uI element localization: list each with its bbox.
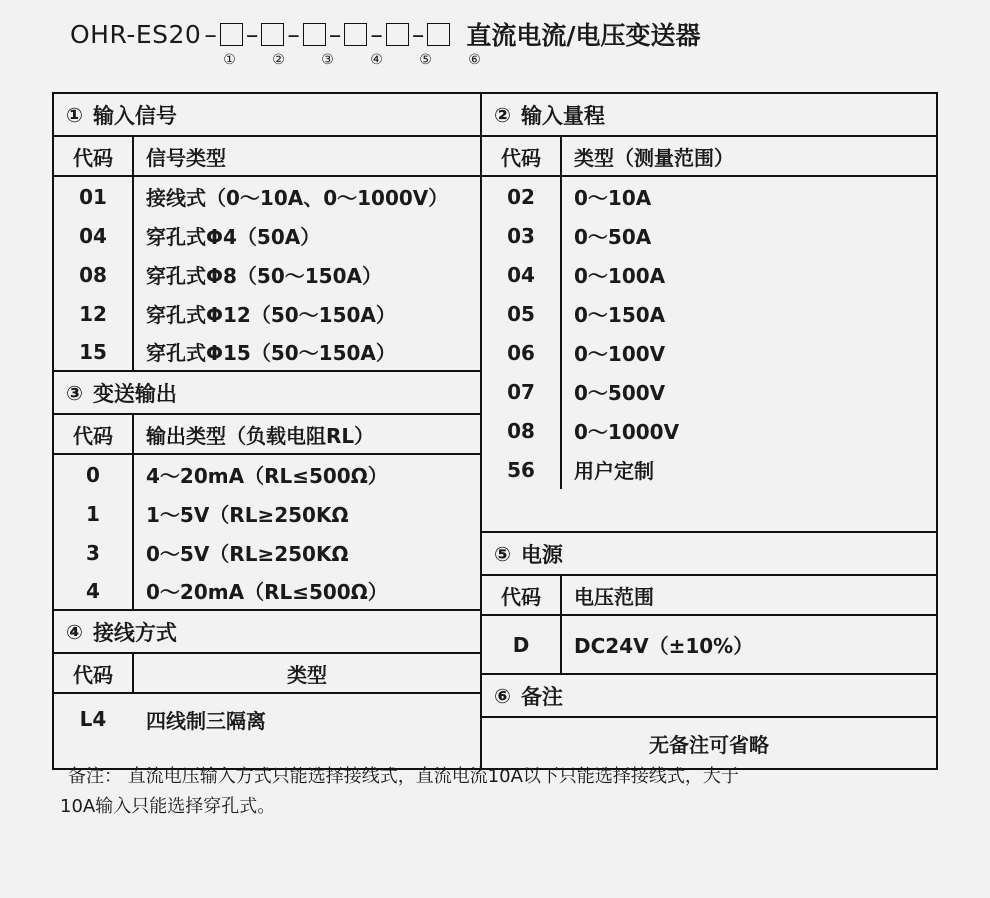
section-2-label: 输入量程 bbox=[520, 103, 605, 128]
slot-number-3: ③ bbox=[321, 52, 334, 68]
table-row[interactable] bbox=[482, 177, 936, 216]
section-3-label: 变送输出 bbox=[92, 381, 177, 406]
row-code: 4 bbox=[86, 578, 100, 603]
row-code: 1 bbox=[86, 501, 100, 526]
row-code: 08 bbox=[507, 418, 535, 443]
table-row[interactable] bbox=[54, 216, 480, 255]
row-code: 15 bbox=[79, 339, 107, 364]
section-6-title bbox=[482, 675, 936, 718]
dash-2: – bbox=[245, 19, 259, 49]
row-value: 0～500V bbox=[574, 381, 666, 405]
row-code: 03 bbox=[507, 223, 535, 248]
model-slot-group bbox=[201, 20, 450, 49]
row-code: 05 bbox=[507, 301, 535, 326]
dash-4: – bbox=[328, 19, 342, 49]
table-row[interactable] bbox=[54, 294, 480, 333]
section-3-code-header: 代码 bbox=[73, 423, 113, 448]
table-row[interactable] bbox=[54, 177, 480, 216]
model-slot-5[interactable] bbox=[386, 23, 409, 46]
model-prefix: OHR-ES20 bbox=[70, 19, 202, 49]
row-code: 07 bbox=[507, 379, 535, 404]
row-code: D bbox=[512, 632, 530, 657]
table-row[interactable] bbox=[482, 372, 936, 411]
row-value: 用户定制 bbox=[574, 459, 654, 483]
section-3-number: ③ bbox=[66, 380, 83, 405]
row-value: 穿孔式Φ8（50～150A） bbox=[146, 264, 382, 288]
dash-3: – bbox=[287, 19, 300, 49]
section-6-number: ⑥ bbox=[494, 683, 511, 708]
row-value: 1～5V（RL≥250KΩ bbox=[146, 503, 349, 527]
table-row[interactable] bbox=[482, 450, 936, 489]
section-2-header-row bbox=[482, 137, 936, 177]
section-6-label: 备注 bbox=[520, 684, 563, 709]
row-value: 穿孔式Φ15（50～150A） bbox=[146, 341, 396, 365]
row-value: 0～100V bbox=[574, 342, 666, 366]
footer-note bbox=[60, 762, 950, 822]
dash-1: – bbox=[204, 19, 217, 49]
slot-number-5: ⑤ bbox=[419, 52, 432, 68]
spec-table bbox=[52, 92, 938, 770]
section-1-title bbox=[54, 94, 480, 137]
section-2-number: ② bbox=[494, 102, 511, 127]
section-5-value-header: 电压范围 bbox=[574, 584, 654, 609]
slot-number-1: ① bbox=[223, 52, 236, 68]
section-2-title bbox=[482, 94, 936, 137]
left-column bbox=[54, 94, 482, 768]
table-row[interactable] bbox=[54, 572, 480, 611]
table-row[interactable] bbox=[54, 455, 480, 494]
row-value: 穿孔式Φ4（50A） bbox=[146, 225, 321, 249]
section-5-label: 电源 bbox=[520, 542, 563, 567]
row-code: L4 bbox=[79, 707, 107, 731]
row-value: 0～50A bbox=[574, 225, 652, 249]
section-4-number: ④ bbox=[66, 619, 83, 644]
row-code: 08 bbox=[79, 262, 107, 287]
section-1-label: 输入信号 bbox=[92, 103, 177, 128]
row-value: 0～1000V bbox=[574, 420, 680, 444]
row-value: 接线式（0～10A、0～1000V） bbox=[146, 186, 449, 210]
section-5-code-header: 代码 bbox=[501, 584, 541, 609]
section-6-note: 无备注可省略 bbox=[649, 732, 769, 757]
table-row[interactable] bbox=[54, 333, 480, 372]
model-line bbox=[70, 14, 700, 54]
table-row[interactable] bbox=[54, 494, 480, 533]
section-1-header-row bbox=[54, 137, 480, 177]
table-row[interactable] bbox=[482, 216, 936, 255]
section-2-value-header: 类型（测量范围） bbox=[574, 145, 734, 170]
slot-number-4: ④ bbox=[370, 52, 383, 68]
row-code: 3 bbox=[86, 540, 100, 565]
section-3-title bbox=[54, 372, 480, 415]
model-slot-2[interactable] bbox=[261, 23, 284, 46]
row-code: 02 bbox=[507, 184, 535, 209]
section-1-value-header: 信号类型 bbox=[146, 145, 226, 170]
table-row[interactable] bbox=[482, 294, 936, 333]
slot-number-2: ② bbox=[272, 52, 285, 68]
section-2-code-header: 代码 bbox=[501, 145, 541, 170]
model-slot-3[interactable] bbox=[303, 23, 326, 46]
section-5-title bbox=[482, 533, 936, 576]
slot-number-row bbox=[205, 52, 499, 68]
row-value: 0～150A bbox=[574, 303, 666, 327]
table-row[interactable] bbox=[482, 616, 936, 675]
table-row[interactable] bbox=[54, 255, 480, 294]
table-row[interactable] bbox=[54, 533, 480, 572]
section-4-title bbox=[54, 611, 480, 654]
row-code: 0 bbox=[86, 462, 100, 487]
row-value: 0～20mA（RL≤500Ω） bbox=[146, 580, 388, 604]
model-slot-4[interactable] bbox=[344, 23, 367, 46]
footer-note-line-2: 10A输入只能选择穿孔式。 bbox=[60, 796, 276, 817]
section-4-value-header: 类型 bbox=[287, 662, 327, 687]
row-code: 01 bbox=[79, 184, 107, 209]
model-slot-6[interactable] bbox=[427, 23, 450, 46]
footer-note-line-1: 备注： 直流电压输入方式只能选择接线式，直流电流10A以下只能选择接线式，大于 bbox=[68, 766, 739, 787]
dash-5: – bbox=[370, 19, 383, 49]
row-code: 56 bbox=[507, 457, 535, 482]
row-value: 0～10A bbox=[574, 186, 652, 210]
section-3-value-header: 输出类型（负载电阻RL） bbox=[146, 423, 375, 448]
section-5-number: ⑤ bbox=[494, 541, 511, 566]
section-2-spacer bbox=[482, 489, 936, 533]
table-row[interactable] bbox=[482, 333, 936, 372]
slot-number-6: ⑥ bbox=[468, 52, 481, 68]
row-code: 06 bbox=[507, 340, 535, 365]
row-value: 4～20mA（RL≤500Ω） bbox=[146, 464, 388, 488]
product-title: 直流电流/电压变送器 bbox=[466, 21, 701, 50]
table-row[interactable] bbox=[482, 411, 936, 450]
section-5-header-row bbox=[482, 576, 936, 616]
row-code: 12 bbox=[79, 301, 107, 326]
row-value: 四线制三隔离 bbox=[146, 708, 266, 733]
row-code: 04 bbox=[79, 223, 107, 248]
section-4-label: 接线方式 bbox=[92, 620, 177, 645]
table-row[interactable] bbox=[482, 255, 936, 294]
row-value: 穿孔式Φ12（50～150A） bbox=[146, 303, 396, 327]
row-value: 0～5V（RL≥250KΩ bbox=[146, 542, 349, 566]
row-value: DC24V（±10%） bbox=[574, 634, 754, 658]
model-slot-1[interactable] bbox=[220, 23, 243, 46]
table-row[interactable] bbox=[54, 694, 480, 744]
section-4-header-row bbox=[54, 654, 480, 694]
right-column bbox=[482, 94, 936, 768]
section-4-code-header: 代码 bbox=[73, 662, 113, 687]
section-1-number: ① bbox=[66, 102, 83, 127]
row-value: 0～100A bbox=[574, 264, 666, 288]
row-code: 04 bbox=[507, 262, 535, 287]
section-1-code-header: 代码 bbox=[73, 145, 113, 170]
dash-6: – bbox=[411, 19, 425, 49]
section-3-header-row bbox=[54, 415, 480, 455]
